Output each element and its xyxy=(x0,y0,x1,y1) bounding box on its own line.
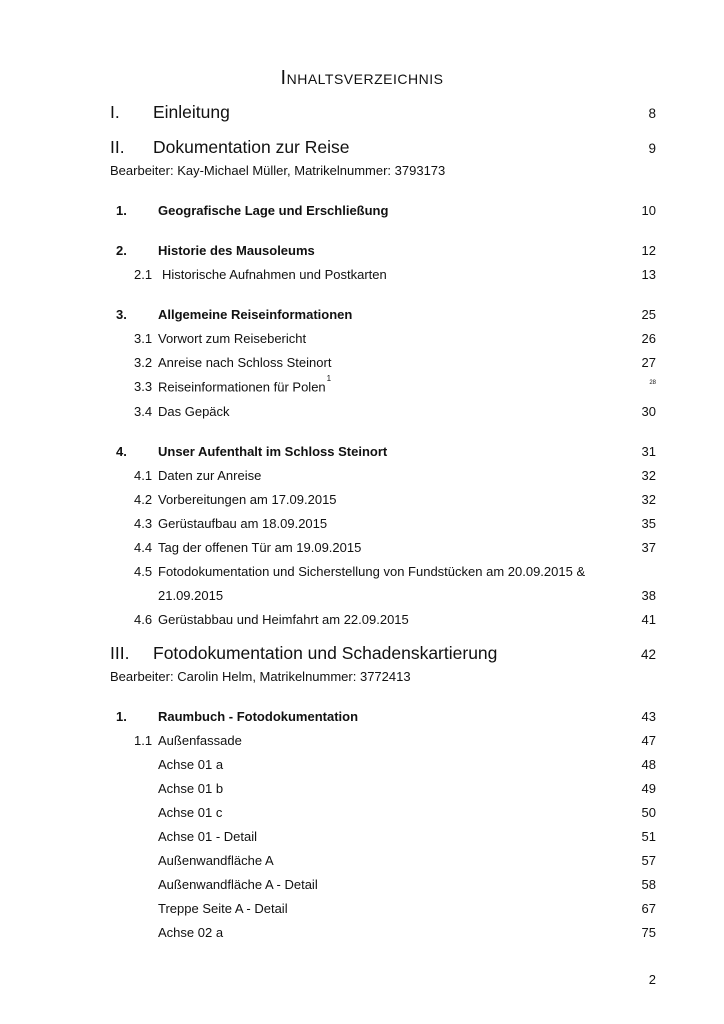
entry-title: Vorwort zum Reisebericht xyxy=(158,331,307,346)
entry-title: Achse 02 a xyxy=(158,925,224,940)
entry-title: Achse 01 c xyxy=(158,805,223,820)
entry-title: Das Gepäck xyxy=(158,404,230,419)
section-page: 42 xyxy=(640,647,656,662)
entry-page: 58 xyxy=(641,877,656,892)
entry-page: 57 xyxy=(641,853,656,868)
section-page: 9 xyxy=(648,141,656,156)
entry-title: Allgemeine Reiseinformationen xyxy=(158,307,353,322)
entry-page: 35 xyxy=(641,516,656,531)
entry-number: 4.1 xyxy=(134,468,153,483)
entry-page: 10 xyxy=(641,203,656,218)
entry-page: 26 xyxy=(641,331,656,346)
section-number: I. xyxy=(110,102,120,122)
entry-number: 4.2 xyxy=(134,492,153,507)
entry-title: Raumbuch - Fotodokumentation xyxy=(158,709,359,724)
entry-title: Historische Aufnahmen und Postkarten xyxy=(162,267,387,282)
entry-number: 2.1 xyxy=(134,267,153,282)
entry-number: 3.2 xyxy=(134,355,153,370)
section-page: 8 xyxy=(648,106,656,121)
entry-page: 75 xyxy=(641,925,656,940)
entry-number: 4.6 xyxy=(134,612,153,627)
entry-title-with-footnote xyxy=(158,374,332,395)
entry-number: 1. xyxy=(116,709,127,724)
entry-title: Unser Aufenthalt im Schloss Steinort xyxy=(158,444,388,459)
entry-page: 31 xyxy=(641,444,656,459)
entry-number: 4.5 xyxy=(134,564,153,579)
entry-title: Außenwandfläche A xyxy=(158,853,274,868)
page-number: 2 xyxy=(648,972,656,987)
entry-title: Außenwandfläche A - Detail xyxy=(158,877,318,892)
entry-title: Achse 01 a xyxy=(158,757,224,772)
entry-title: Daten zur Anreise xyxy=(158,468,262,483)
entry-number: 3.1 xyxy=(134,331,153,346)
entry-page: 41 xyxy=(641,612,656,627)
entry-number: 4. xyxy=(116,444,127,459)
entry-page: 50 xyxy=(641,805,656,820)
section-author: Bearbeiter: Carolin Helm, Matrikelnummer: 3772413 xyxy=(110,669,411,684)
entry-page: 30 xyxy=(641,404,656,419)
entry-title: Anreise nach Schloss Steinort xyxy=(158,355,332,370)
entry-title: Achse 01 b xyxy=(158,781,224,796)
section-author: Bearbeiter: Kay-Michael Müller, Matrikelnummer: 3793173 xyxy=(110,163,446,178)
entry-title: Treppe Seite A - Detail xyxy=(158,901,288,916)
entry-number: 1. xyxy=(116,203,127,218)
section-title: Einleitung xyxy=(153,102,230,122)
entry-number: 2. xyxy=(116,243,127,258)
section-number: III. xyxy=(110,643,130,663)
entry-title: Historie des Mausoleums xyxy=(158,243,315,258)
entry-page: 32 xyxy=(641,492,656,507)
entry-title: Vorbereitungen am 17.09.2015 xyxy=(158,492,337,507)
entry-number: 3. xyxy=(116,307,127,322)
entry-page: 51 xyxy=(641,829,656,844)
entry-page: 47 xyxy=(641,733,656,748)
entry-title: Achse 01 - Detail xyxy=(158,829,257,844)
entry-page: 43 xyxy=(641,709,656,724)
entry-page: 38 xyxy=(641,588,656,603)
entry-page: 37 xyxy=(641,540,656,555)
entry-page: 67 xyxy=(641,901,656,916)
entry-title: Geografische Lage und Erschließung xyxy=(158,203,389,218)
entry-page: 12 xyxy=(641,243,656,258)
entry-page: 25 xyxy=(641,307,656,322)
entry-title: Außenfassade xyxy=(158,733,242,748)
entry-number: 3.3 xyxy=(134,379,153,394)
entry-title: Fotodokumentation und Sicherstellung von Fundstücken am 20.09.2015 & xyxy=(158,564,586,579)
entry-number: 1.1 xyxy=(134,733,153,748)
page-title: Inhaltsverzeichnis xyxy=(280,67,444,89)
entry-page: 13 xyxy=(641,267,656,282)
entry-title-continuation: 21.09.2015 xyxy=(158,588,224,603)
entry-number: 3.4 xyxy=(134,404,153,419)
section-number: II. xyxy=(110,137,125,157)
entry-page: 28 xyxy=(649,380,656,386)
section-title: Fotodokumentation und Schadenskartierung xyxy=(153,643,498,663)
footnote-marker[interactable]: 1 xyxy=(326,374,332,383)
entry-title: Tag der offenen Tür am 19.09.2015 xyxy=(158,540,362,555)
entry-number: 4.3 xyxy=(134,516,153,531)
entry-title: Gerüstaufbau am 18.09.2015 xyxy=(158,516,328,531)
section-title: Dokumentation zur Reise xyxy=(153,137,350,157)
entry-page: 27 xyxy=(641,355,656,370)
entry-title: Reiseinformationen für Polen xyxy=(158,379,326,395)
entry-title: Gerüstabbau und Heimfahrt am 22.09.2015 xyxy=(158,612,409,627)
entry-number: 4.4 xyxy=(134,540,153,555)
entry-page: 48 xyxy=(641,757,656,772)
entry-page: 32 xyxy=(641,468,656,483)
entry-page: 49 xyxy=(641,781,656,796)
